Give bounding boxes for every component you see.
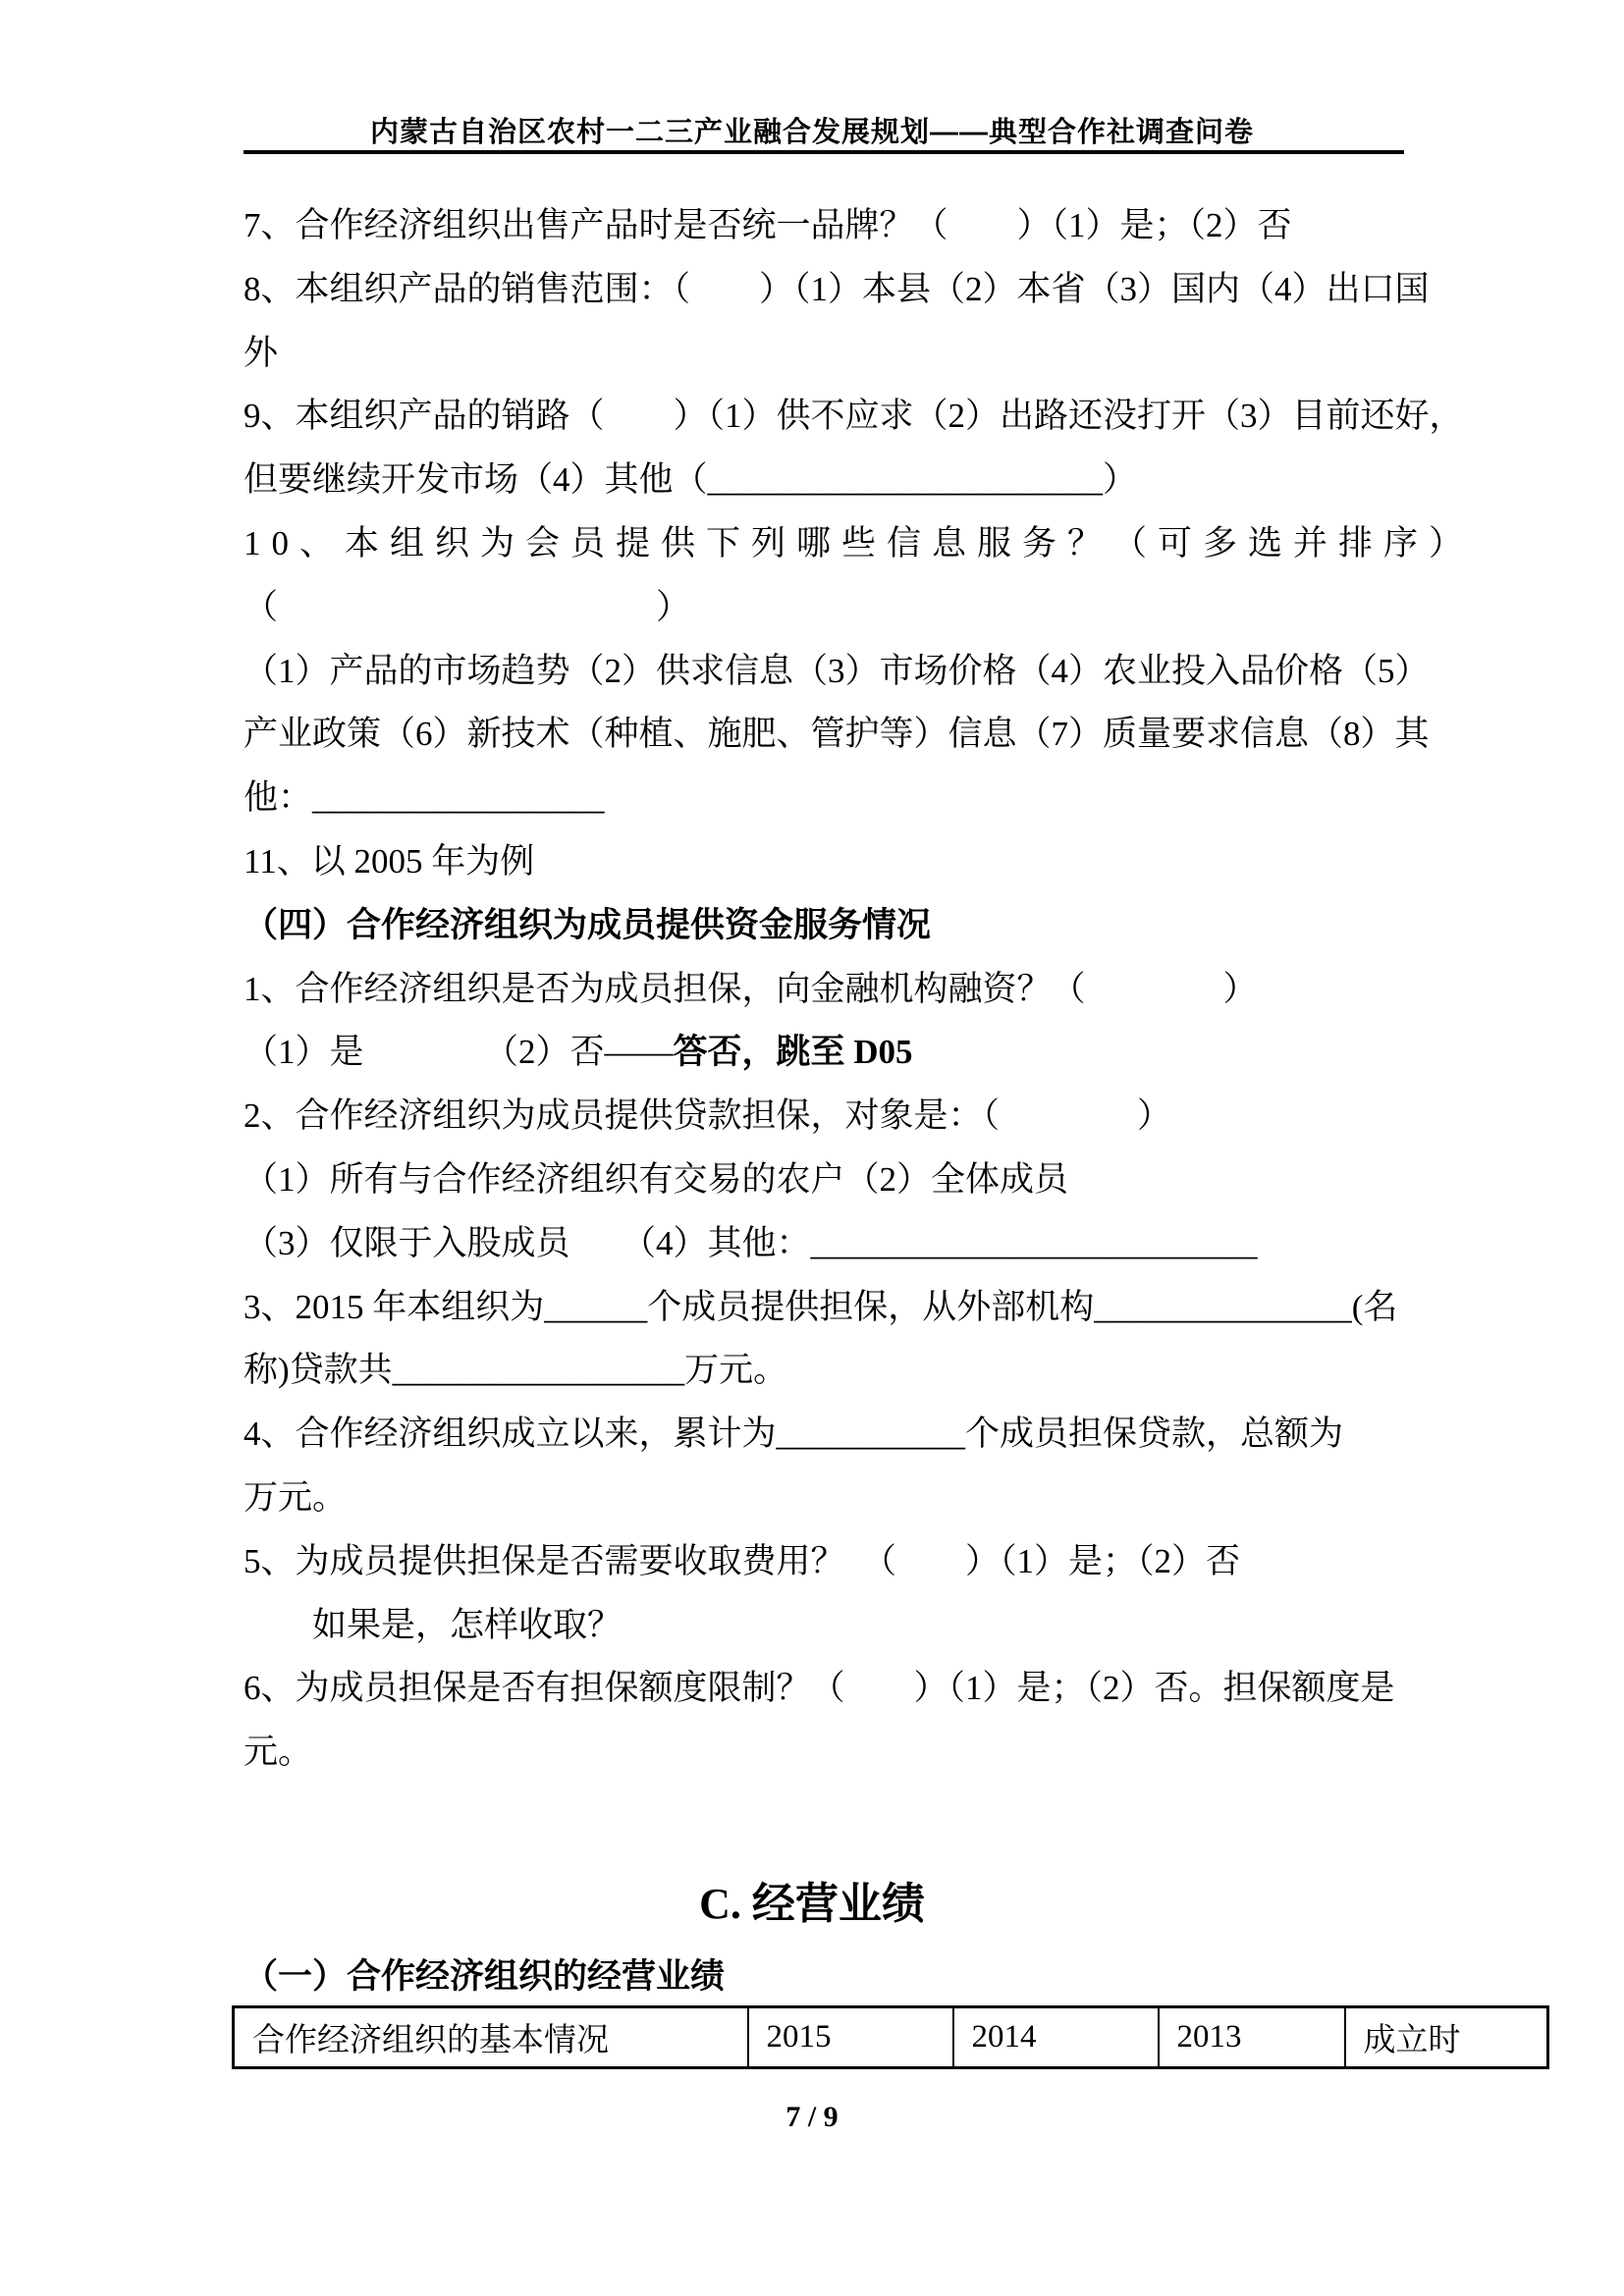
table-cell-year-2013: 2013 [1159, 2007, 1345, 2068]
text-run: （1）产品的市场趋势（2）供求信息（3）市场价格（4）农业投入品价格（5） [244, 651, 1430, 690]
page-number: 7 / 9 [785, 2101, 839, 2133]
text-line [244, 1403, 1463, 1467]
text-line [244, 830, 1463, 894]
text-run: 4、合作经济组织成立以来，累计为___________个成员担保贷款，总额为 [244, 1415, 1344, 1454]
table-cell-founding: 成立时 [1345, 2007, 1548, 2068]
text-line [244, 767, 1463, 830]
text-run: 1、合作经济组织是否为成员担保，向金融机构融资？（ ） [244, 969, 1258, 1008]
text-line [244, 449, 1463, 512]
header-title: 内蒙古自治区农村一二三产业融合发展规划——典型合作社调查问卷 [369, 117, 1254, 148]
text-run: 产业政策（6）新技术（种植、施肥、管护等）信息（7）质量要求信息（8）其 [244, 715, 1430, 754]
text-run: 7、合作经济组织出售产品时是否统一品牌？（ ）（1）是；（2）否 [244, 206, 1292, 244]
performance-table [232, 2005, 1549, 2069]
text-line [244, 1467, 1463, 1530]
text-run: 称)贷款共_________________万元。 [244, 1351, 788, 1390]
text-run: （ ） [244, 587, 691, 626]
text-line [244, 385, 1463, 449]
table-cell-year-2014: 2014 [953, 2007, 1159, 2068]
text-line [244, 1085, 1463, 1148]
text-line [244, 1339, 1463, 1403]
body-lines [244, 194, 1475, 1785]
text-run: （1）是 （2）否—— [244, 1033, 674, 1072]
text-run: 万元。 [244, 1477, 348, 1517]
text-line [244, 576, 1463, 640]
text-run: 3、2015 年本组织为______个成员提供担保，从外部机构_______________(名 [244, 1287, 1398, 1326]
text-run: 外 [244, 333, 279, 372]
text-line [244, 1212, 1463, 1276]
text-line [244, 1721, 1463, 1785]
text-line [244, 958, 1463, 1022]
text-run: 8、本组织产品的销售范围：（ ）（1）本县（2）本省（3）国内（4）出口国 [244, 269, 1430, 308]
header-rule [244, 150, 1404, 154]
text-line [244, 640, 1463, 704]
text-run: 如果是，怎样收取？ [244, 1605, 623, 1644]
text-run: 他：_________________ [244, 778, 605, 818]
table-cell-year-2015: 2015 [748, 2007, 953, 2068]
text-run: 但要继续开发市场（4）其他（_______________________） [244, 460, 1138, 500]
table-cell-label: 合作经济组织的基本情况 [234, 2007, 748, 2068]
text-run: （1）所有与合作经济组织有交易的农户（2）全体成员 [244, 1159, 1069, 1199]
text-run: 2、合作经济组织为成员提供贷款担保，对象是：（ ） [244, 1096, 1172, 1136]
text-line [244, 194, 1463, 258]
text-run: 5、为成员提供担保是否需要收取费用？ （ ）（1）是；（2）否 [244, 1541, 1241, 1580]
text-line [244, 703, 1463, 767]
text-line [244, 1530, 1463, 1594]
text-run: （四）合作经济组织为成员提供资金服务情况 [244, 905, 932, 944]
text-run: 元。 [244, 1733, 313, 1772]
text-line [244, 1657, 1463, 1721]
text-run: 9、本组织产品的销路（ ）（1）供不应求（2）出路还没打开（3）目前还好， [244, 397, 1464, 436]
text-run: 答否，跳至 D05 [673, 1033, 913, 1072]
text-line [244, 1594, 1463, 1658]
text-line [244, 1021, 1463, 1085]
text-run: 11、以 2005 年为例 [244, 841, 535, 881]
text-line [244, 512, 1475, 576]
text-line [244, 258, 1463, 322]
text-line [244, 1276, 1463, 1340]
text-run: 6、为成员担保是否有担保额度限制？（ ）（1）是；（2）否。担保额度是 [244, 1669, 1395, 1708]
table-row [234, 2007, 1548, 2068]
text-run: （3）仅限于入股成员 （4）其他：__________________________ [244, 1223, 1258, 1262]
text-line [244, 1148, 1463, 1212]
text-line [244, 322, 1463, 386]
text-run: 10、本组织为会员提供下列哪些信息服务？（可多选并排序） [244, 523, 1475, 562]
text-line [244, 894, 1463, 958]
section-c-heading: C. 经营业绩 [699, 1880, 925, 1928]
subsection-heading: （一）合作经济组织的经营业绩 [244, 1957, 726, 1996]
